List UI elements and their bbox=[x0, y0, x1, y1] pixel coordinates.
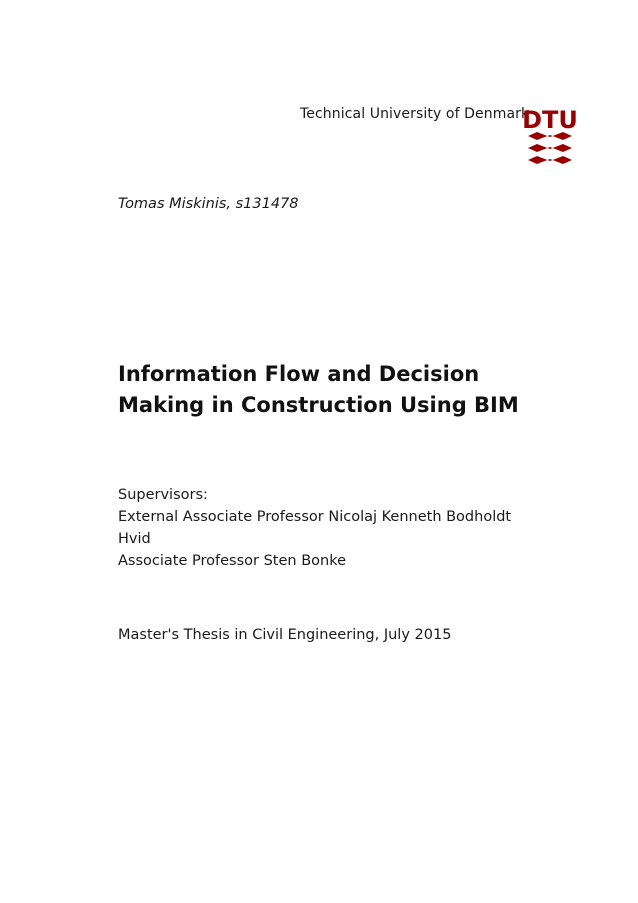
logo-chevrons bbox=[528, 132, 572, 164]
supervisors-block bbox=[118, 484, 511, 572]
university-name: Technical University of Denmark bbox=[300, 106, 530, 122]
supervisors-heading: Supervisors: bbox=[118, 487, 208, 503]
thesis-title-line-1: Information Flow and Decision bbox=[118, 362, 480, 386]
supervisor-line: External Associate Professor Nicolaj Kenneth Bodholdt bbox=[118, 509, 512, 525]
dtu-logo-icon bbox=[522, 104, 578, 170]
thesis-degree-date: Master's Thesis in Civil Engineering, July 2015 bbox=[118, 627, 452, 643]
supervisor-line: Associate Professor Sten Bonke bbox=[118, 553, 346, 569]
supervisor-line: Hvid bbox=[118, 531, 151, 547]
thesis-title bbox=[118, 359, 578, 421]
logo-text: DTU bbox=[522, 106, 578, 134]
thesis-title-line-2: Making in Construction Using BIM bbox=[118, 393, 519, 417]
author-line: Tomas Miskinis, s131478 bbox=[118, 196, 299, 212]
